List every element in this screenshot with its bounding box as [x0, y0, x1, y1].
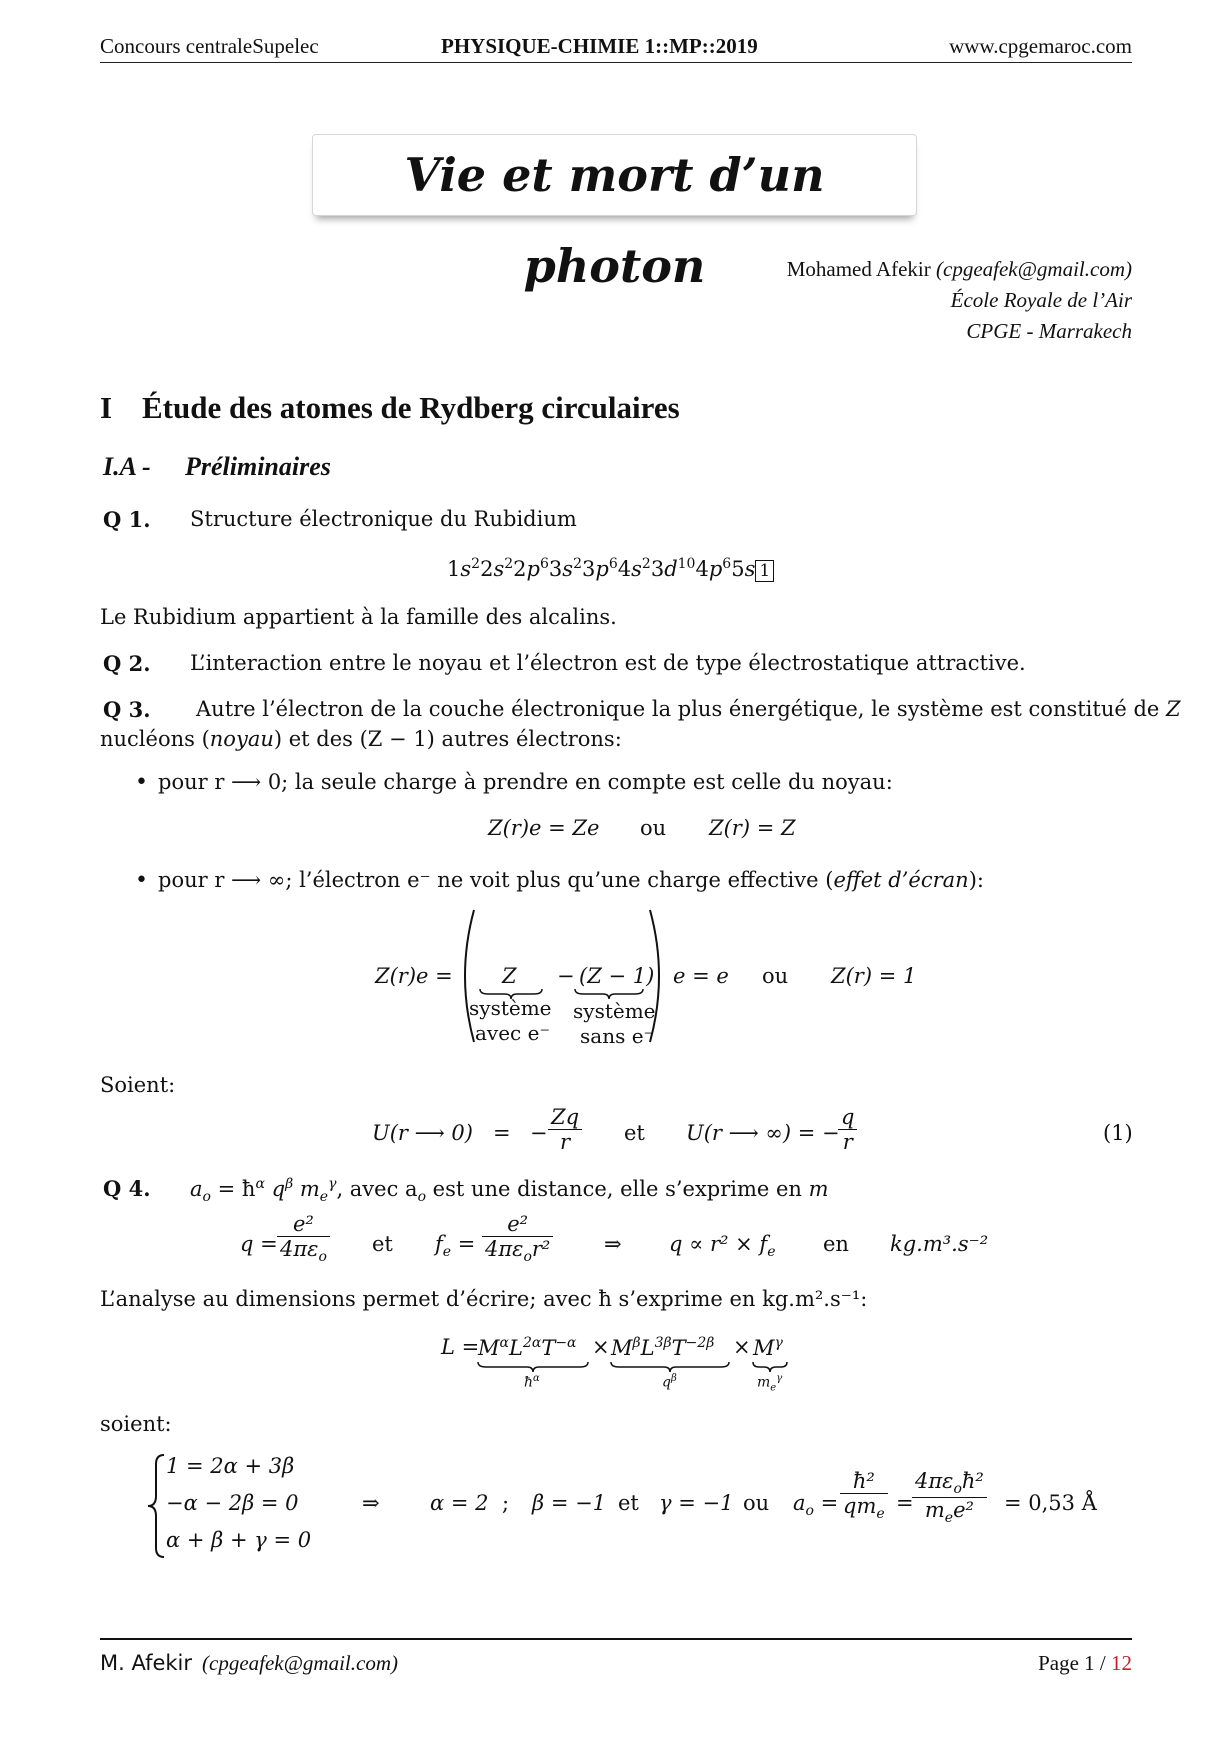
eq-fe-numerator: e²	[482, 1212, 553, 1237]
result-value: = 0,53 Å	[1004, 1491, 1097, 1515]
q3-line2-a: nucléons (	[100, 727, 210, 751]
q3-bullet2-b: ):	[968, 868, 984, 892]
q1-text: Structure électronique du Rubidium	[190, 507, 577, 531]
bullet-dot: •	[135, 770, 148, 795]
dim-label-2: $q^\beta$	[662, 1373, 677, 1391]
eq1-left: Z(r)e = Ze	[488, 816, 600, 840]
q2-text: L’interaction entre le noyau et l’électron est de type électrostatique attractive.	[190, 651, 1026, 675]
system-eq-3: α + β + γ = 0	[166, 1528, 312, 1552]
eq3-numerator-1: Zq	[548, 1105, 582, 1130]
system-eq-2: −α − 2β = 0	[166, 1491, 299, 1515]
result-frac-2: $\frac{4\pi\varepsilon_oħ^2}{m_ee^2}$	[912, 1469, 987, 1526]
eq3-denominator-1: r	[560, 1130, 571, 1154]
eq3-frac2	[838, 1105, 857, 1154]
eq-fe-denominator: 4πε	[485, 1237, 524, 1261]
dim-lhs: L =	[441, 1335, 480, 1359]
result-implies: ⇒	[362, 1491, 380, 1515]
footer-author: M. Afekir	[100, 1651, 193, 1675]
result-frac-2-numerator: 4πε	[915, 1469, 954, 1493]
page-total-link[interactable]: 12	[1111, 1651, 1132, 1675]
author-school: École Royale de l’Air	[950, 288, 1132, 312]
eq3-et: et	[624, 1121, 645, 1145]
eq2-result: Z(r) = 1	[831, 964, 917, 988]
q3-bullet2	[158, 868, 984, 892]
subsection-number: I.A -	[103, 452, 151, 481]
page-label: Page 1 /	[1038, 1651, 1106, 1675]
eq2-z-minus-one: (Z − 1)	[579, 964, 655, 988]
eq2-label-2b: sans e⁻	[580, 1024, 655, 1048]
result-frac-1-numerator: ħ²	[840, 1469, 888, 1494]
q4-label: Q 4.	[103, 1176, 151, 1201]
eq2-minus: −	[557, 964, 575, 988]
eq1-or: ou	[640, 816, 667, 840]
section-number: I	[100, 390, 113, 425]
config-tail-box: 1	[755, 560, 774, 582]
page-indicator	[1038, 1651, 1132, 1676]
eq-q-denominator: 4πε	[280, 1237, 319, 1261]
header-left: Concours centraleSupelec	[100, 34, 319, 58]
footer-email[interactable]: (cpgeafek@gmail.com)	[202, 1651, 398, 1675]
eq-et: et	[372, 1232, 393, 1256]
result-beta: β = −1	[532, 1491, 607, 1515]
subsection-title: Préliminaires	[185, 452, 331, 481]
author-line	[787, 257, 1132, 282]
dim-label-1: $ħ^\alpha$	[524, 1373, 540, 1391]
eq2-right-paren	[644, 906, 672, 1046]
q3-line2	[100, 727, 622, 751]
eq2-label-1b: avec e⁻	[475, 1021, 551, 1045]
dim-term-2: $M^\beta L^{3\beta}T^{-2\beta}$	[611, 1335, 715, 1360]
result-a0: $a_o$ =	[793, 1491, 839, 1520]
q4-line1-c: est une distance, elle s’exprime en	[426, 1177, 809, 1201]
eq3-numerator-2: q	[838, 1105, 857, 1130]
eq-q-numerator: e²	[277, 1212, 330, 1237]
system-eq-1: 1 = 2α + 3β	[166, 1454, 295, 1478]
result-equals: =	[896, 1491, 914, 1515]
document-title: Vie et mort d’un photon	[404, 148, 825, 293]
eq2-lhs: Z(r)e =	[375, 964, 453, 988]
q2-label: Q 2.	[103, 651, 151, 676]
result-alpha: α = 2	[430, 1491, 489, 1515]
eq-fe-lhs: $f_e$ =	[435, 1232, 476, 1261]
q3-bullet1: pour r ⟶ 0; la seule charge à prendre en compte est celle du noyau:	[158, 770, 893, 794]
q1-after: Le Rubidium appartient à la famille des alcalins.	[100, 605, 617, 629]
eq3-frac1	[548, 1105, 582, 1154]
eq3-mid: U(r ⟶ ∞) = −	[686, 1121, 840, 1145]
result-a0-symbol: a	[793, 1491, 806, 1515]
result-ou: ou	[743, 1491, 770, 1515]
result-frac-2-denominator: m	[924, 1498, 945, 1523]
header-center: PHYSIQUE-CHIMIE 1::MP::2019	[441, 34, 758, 58]
footer-divider	[100, 1638, 1132, 1640]
q3-line2-italic: noyau	[209, 727, 274, 751]
q3-label: Q 3.	[103, 697, 151, 722]
eq3-equals: =	[493, 1121, 511, 1145]
analyse-line: L’analyse au dimensions permet d’écrire; avec ħ s’exprime en kg.m².s⁻¹:	[100, 1287, 868, 1311]
dim-underbrace-2	[609, 1360, 731, 1374]
result-frac-1-denominator: qm	[843, 1494, 877, 1518]
eq-proportional-text: q ∝ r² × f	[669, 1232, 768, 1256]
dim-term-3: $M^\gamma$	[753, 1335, 783, 1360]
dim-underbrace-3	[751, 1360, 789, 1374]
eq3-minus: −	[530, 1121, 548, 1145]
q3-bullet2-italic: effet d’écran	[833, 868, 969, 892]
eq2-z: Z	[502, 964, 517, 988]
q3-line1: Autre l’électron de la couche électronique la plus énergétique, le système est constitué de Z	[196, 697, 1181, 721]
section-title: Étude des atomes de Rydberg circulaires	[142, 390, 680, 425]
soient-label-2: soient:	[100, 1412, 172, 1436]
dim-times-2: ×	[733, 1335, 751, 1359]
dim-label-3: $m_e^\gamma$	[757, 1373, 783, 1394]
author-email[interactable]: (cpgeafek@gmail.com)	[936, 257, 1132, 281]
eq3-denominator-2: r	[842, 1130, 853, 1154]
equation-tag: (1)	[1103, 1121, 1133, 1145]
electron-configuration: $1s^22s^22p^63s^23p^64s^23d^{10}4p^65s$ 1	[447, 556, 774, 581]
eq-en: en	[823, 1232, 849, 1256]
eq2-label-1a: système	[469, 996, 552, 1020]
dim-term-1: $M^\alpha L^{2\alpha}T^{-\alpha}$	[478, 1335, 577, 1360]
q3-bullet2-a: pour r ⟶ ∞; l’électron e⁻ ne voit plus qu’une charge effective (	[158, 868, 834, 892]
header-divider	[100, 62, 1132, 63]
q3-line2-b: ) et des (Z − 1) autres électrons:	[273, 727, 622, 751]
header-right[interactable]: www.cpgemaroc.com	[949, 34, 1132, 58]
bullet-dot: •	[135, 868, 148, 893]
eq2-label-2a: système	[573, 999, 656, 1023]
dim-underbrace-1	[476, 1360, 590, 1374]
eq-proportional: $q \propto r^2 \times f_e$	[669, 1232, 776, 1261]
q4-line1: $a_o$ = $ħ^\alpha$ $q^\beta$ $m_e^\gamma$, avec $a_o$ est une distance, elle s’exprime en m	[190, 1176, 829, 1206]
eq-implies: ⇒	[604, 1232, 622, 1256]
result-frac-1: $\frac{\text{ħ²}}{qm_e}$	[840, 1469, 888, 1522]
soient-label: Soient:	[100, 1073, 176, 1097]
eq-fe-frac: $\frac{\text{e²}}{4\pi\varepsilon_or^2}$	[482, 1212, 553, 1265]
result-separator: ;	[502, 1491, 510, 1515]
author-name: Mohamed Afekir	[786, 257, 931, 281]
eq-q-frac: $\frac{\text{e²}}{4\pi\varepsilon_o}$	[277, 1212, 330, 1265]
q4-line1-unit: m	[808, 1177, 829, 1201]
q3-line1-text: Autre l’électron de la couche électronique la plus énergétique, le système est constitué de	[196, 697, 1160, 721]
system-brace	[144, 1452, 168, 1560]
eq1-right: Z(r) = Z	[709, 816, 796, 840]
author-place: CPGE - Marrakech	[966, 319, 1132, 343]
eq3-left: U(r ⟶ 0)	[372, 1121, 473, 1145]
eq-fe-symbol: f	[435, 1232, 443, 1256]
result-et: et	[618, 1491, 639, 1515]
q4-line1-b: , avec a	[336, 1177, 418, 1201]
eq2-or: ou	[762, 964, 789, 988]
eq-q-lhs: q =	[240, 1232, 278, 1256]
eq2-rhs: e = e	[673, 964, 729, 988]
q1-label: Q 1.	[103, 507, 151, 532]
eq-unit: kg.m³.s⁻²	[890, 1232, 989, 1256]
dim-times-1: ×	[592, 1335, 610, 1359]
result-gamma: γ = −1	[659, 1491, 734, 1515]
